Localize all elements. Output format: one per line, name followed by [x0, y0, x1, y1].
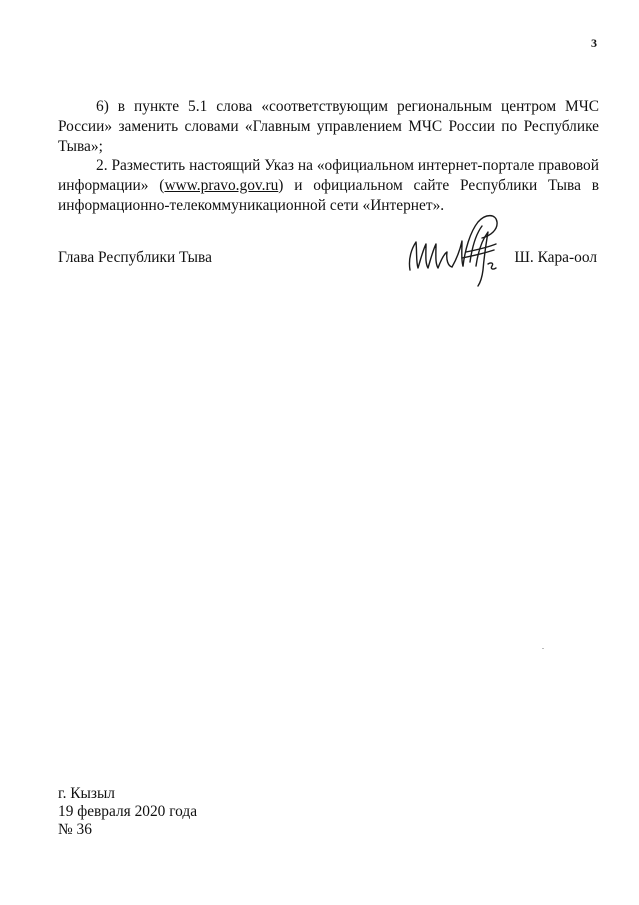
page-number: 3 [591, 36, 597, 50]
document-footer [58, 785, 197, 839]
amendment-text: 6) в пункте 5.1 слова «соответствующим региональным центром МЧС России» заменить словами «Главным управлением МЧС России по Республике Тыва»; [58, 98, 599, 155]
handwritten-signature [404, 208, 504, 288]
scan-speck [542, 648, 544, 649]
signature-row [58, 248, 599, 274]
issue-city: г. Кызыл [58, 785, 115, 802]
pravo-gov-link[interactable]: www.pravo.gov.ru [164, 177, 279, 195]
document-body [58, 97, 599, 216]
amendment-paragraph [58, 97, 599, 156]
decree-number: № 36 [58, 821, 92, 838]
position-title: Глава Республики Тыва [58, 249, 212, 266]
issue-date: 19 февраля 2020 года [58, 803, 198, 820]
publication-paragraph [58, 156, 599, 215]
signer-name: Ш. Кара-оол [514, 249, 597, 266]
publication-text-start: 2. Разместить настоящий Указ на «официальном интернет-портале правовой информации» ( [58, 157, 599, 195]
publication-text-end: ) и официальном сайте Республики Тыва в информационно-телекоммуникационной сети «Интернет». [58, 177, 600, 214]
